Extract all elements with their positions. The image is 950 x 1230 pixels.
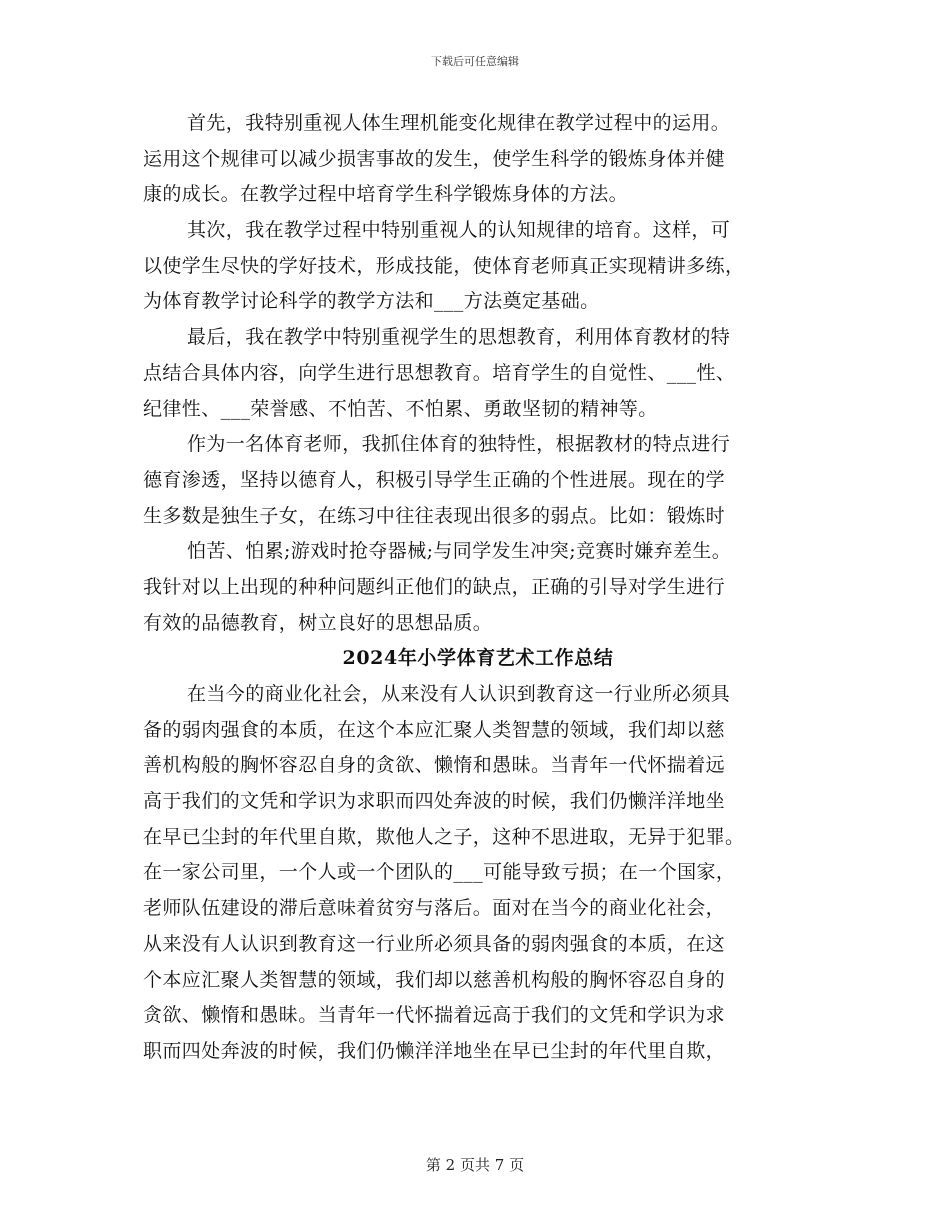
text-line: 高于我们的文凭和学识为求职而四处奔波的时候，我们仍懒洋洋地坐 (143, 790, 726, 813)
text-line: 老师队伍建设的滞后意味着贫穷与落后。面对在当今的商业化社会， (143, 897, 726, 920)
section-title: 2024年小学体育艺术工作总结 (342, 647, 614, 670)
text-line: 运用这个规律可以减少损害事故的发生，使学生科学的锻炼身体并健 (143, 147, 726, 170)
document-body (143, 106, 813, 1070)
text-line: 生多数是独生子女，在练习中往往表现出很多的弱点。比如：锻炼时 (143, 504, 726, 527)
text-line: 个本应汇聚人类智慧的领域，我们却以慈善机构般的胸怀容忍自身的 (143, 968, 726, 991)
page-header: 下载后可任意编辑 (431, 55, 519, 68)
text-line: 纪律性、___荣誉感、不怕苦、不怕累、勇敢坚韧的精神等。 (143, 397, 658, 420)
text-line: 在早已尘封的年代里自欺，欺他人之子，这种不思进取，无异于犯罪。 (143, 825, 745, 848)
text-line: 在一家公司里，一个人或一个团队的___可能导致亏损；在一个国家， (143, 861, 736, 884)
text-line: 职而四处奔波的时候，我们仍懒洋洋地坐在早已尘封的年代里自欺， (143, 1039, 726, 1062)
text-line: 为体育教学讨论科学的教学方法和___方法奠定基础。 (143, 290, 600, 313)
text-line: 怕苦、怕累;游戏时抢夺器械;与同学发生冲突;竞赛时嫌弃差生。 (187, 540, 732, 563)
text-line: 以使学生尽快的学好技术，形成技能，使体育老师真正实现精讲多练， (143, 254, 745, 277)
text-line: 其次，我在教学过程中特别重视人的认知规律的培育。这样，可 (187, 219, 731, 242)
text-line: 首先，我特别重视人体生理机能变化规律在教学过程中的运用。 (187, 112, 731, 134)
text-line: 善机构般的胸怀容忍自身的贪欲、懒惰和愚昧。当青年一代怀揣着远 (143, 754, 726, 777)
text-line: 有效的品德教育，树立良好的思想品质。 (143, 611, 493, 634)
text-line: 我针对以上出现的种种问题纠正他们的缺点，正确的引导对学生进行 (143, 575, 726, 598)
text-line: 在当今的商业化社会，从来没有人认识到教育这一行业所必须具 (187, 683, 731, 705)
text-line: 备的弱肉强食的本质，在这个本应汇聚人类智慧的领域，我们却以慈 (143, 718, 726, 741)
text-line: 最后，我在教学中特别重视学生的思想教育，利用体育教材的特 (187, 326, 731, 349)
text-line: 点结合具体内容，向学生进行思想教育。培育学生的自觉性、___性、 (143, 361, 736, 384)
text-line: 康的成长。在教学过程中培育学生科学锻炼身体的方法。 (143, 183, 629, 206)
page-footer: 第 2 页共 7 页 (425, 1156, 525, 1174)
text-line: 德育渗透，坚持以德育人，积极引导学生正确的个性进展。现在的学 (143, 468, 726, 491)
text-line: 从来没有人认识到教育这一行业所必须具备的弱肉强食的本质，在这 (143, 932, 726, 955)
text-line: 作为一名体育老师，我抓住体育的独特性，根据教材的特点进行 (187, 433, 731, 456)
text-line: 贪欲、懒惰和愚昧。当青年一代怀揣着远高于我们的文凭和学识为求 (143, 1004, 726, 1027)
